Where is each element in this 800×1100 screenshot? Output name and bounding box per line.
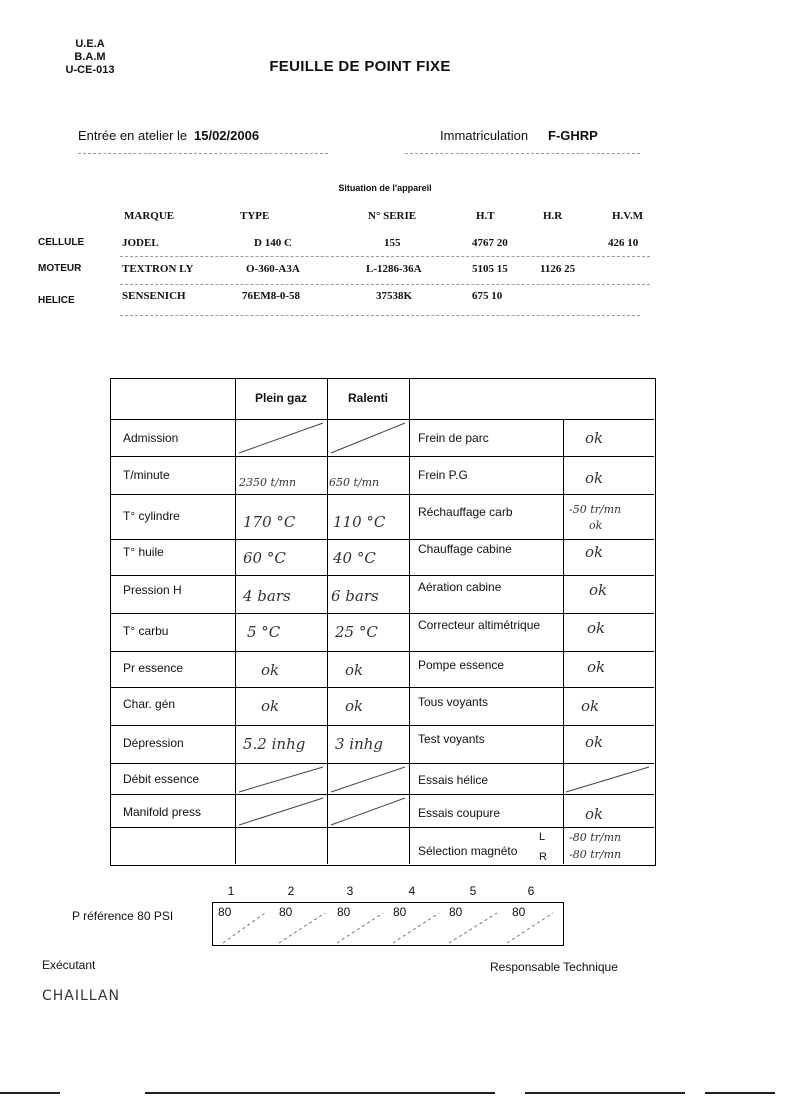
moteur-type: O-360-A3A [246, 263, 300, 275]
debit-plein-stroke [239, 767, 323, 792]
plein-t-carbu: 5 °C [247, 623, 281, 641]
executant-signature: CHAILLAN [42, 988, 120, 1004]
cellule-marque: JODEL [122, 237, 159, 249]
plein-char-gen: ok [261, 697, 280, 715]
magneto-side-l: L [539, 831, 546, 843]
essais-helice-stroke [566, 767, 649, 792]
moteur-serie: L-1286-36A [366, 263, 422, 275]
helice-type: 76EM8-0-58 [242, 290, 301, 302]
cellule-hvm: 426 10 [608, 237, 639, 249]
responsable-label: Responsable Technique [490, 960, 618, 974]
ralenti-t-huile: 40 °C [333, 549, 376, 567]
cylinder-number-2: 2 [287, 884, 295, 898]
label-pression-h: Pression H [123, 583, 182, 597]
bottom-rule-3 [525, 1092, 685, 1094]
label-essais-coupure: Essais coupure [418, 806, 501, 820]
plein-pr-essence: ok [261, 661, 280, 679]
registration-value: F-GHRP [548, 128, 598, 143]
label-depression: Dépression [123, 736, 184, 750]
org-line-3: U-CE-013 [65, 64, 115, 76]
label-pompe-essence: Pompe essence [418, 658, 505, 672]
row-label-helice: HELICE [38, 295, 75, 306]
cellule-divider [120, 256, 650, 257]
value-frein-de-parc: ok [585, 429, 604, 447]
row-label-cellule: CELLULE [38, 237, 85, 248]
label-t-huile: T° huile [123, 545, 164, 559]
entry-date-label: Entrée en atelier le [78, 128, 188, 143]
bottom-rule-2 [145, 1092, 495, 1094]
col-plein-gaz: Plein gaz [254, 391, 307, 405]
helice-ht: 675 10 [472, 290, 503, 302]
ralenti-char-gen: ok [345, 697, 364, 715]
executant-label: Exécutant [42, 958, 96, 972]
bottom-rule-1 [0, 1092, 60, 1094]
entry-divider [78, 153, 328, 154]
plein-t-cylindre: 170 °C [243, 513, 296, 531]
plein-depression: 5.2 inhg [243, 735, 306, 753]
situation-title: Situation de l'appareil [338, 183, 432, 193]
plein-pression-h: 4 bars [243, 587, 291, 605]
value-chauffage-cabine: ok [585, 543, 604, 561]
entry-date-value: 15/02/2006 [194, 128, 260, 143]
manifold-plein-stroke [239, 798, 323, 825]
value-rechauffage-carb: -50 tr/mn [569, 503, 622, 516]
cylinder-number-6: 6 [527, 884, 535, 898]
cylinder-number-5: 5 [469, 884, 477, 898]
value-test-voyants: ok [585, 733, 604, 751]
psi-value-3: 80 [337, 905, 351, 919]
ralenti-pr-essence: ok [345, 661, 364, 679]
ralenti-pression-h: 6 bars [331, 587, 379, 605]
moteur-hr: 1126 25 [540, 263, 576, 275]
label-aeration-cabine: Aération cabine [418, 580, 502, 594]
col-header-ht: H.T [476, 210, 495, 222]
label-essais-helice: Essais hélice [418, 773, 489, 787]
psi-value-1: 80 [218, 905, 232, 919]
row-label-moteur: MOTEUR [38, 263, 82, 274]
psi-reference-label: P référence 80 PSI [72, 909, 174, 923]
value-essais-coupure: ok [585, 805, 604, 823]
empty-cell-strokes [111, 379, 657, 867]
col-header-hr: H.R [543, 210, 563, 222]
label-t-carbu: T° carbu [123, 624, 169, 638]
value-aeration-cabine: ok [589, 581, 608, 599]
ralenti-t-minute: 650 t/mn [329, 476, 380, 489]
label-chauffage-cabine: Chauffage cabine [418, 542, 512, 556]
cylinder-number-1: 1 [227, 884, 235, 898]
label-frein-de-parc: Frein de parc [418, 431, 489, 445]
cellule-serie: 155 [384, 237, 401, 249]
helice-marque: SENSENICH [122, 290, 186, 302]
label-t-cylindre: T° cylindre [123, 509, 180, 523]
org-line-2: B.A.M [74, 51, 106, 63]
label-correcteur-altimetrique: Correcteur altimétrique [418, 618, 541, 632]
registration-divider [405, 153, 640, 154]
value-pompe-essence: ok [587, 658, 606, 676]
ralenti-depression: 3 inhg [335, 735, 384, 753]
col-ralenti: Ralenti [347, 391, 388, 405]
value-magneto-r: -80 tr/mn [569, 848, 622, 861]
plein-t-huile: 60 °C [243, 549, 286, 567]
value-rechauffage-carb-ok: ok [589, 519, 603, 532]
bottom-rule-4 [705, 1092, 775, 1094]
magneto-side-r: R [539, 851, 547, 863]
col-header-hvm: H.V.M [612, 210, 643, 222]
cylinder-number-3: 3 [346, 884, 354, 898]
label-frein-pg: Frein P.G [418, 468, 468, 482]
page-title: FEUILLE DE POINT FIXE [269, 58, 451, 75]
cellule-ht: 4767 20 [472, 237, 508, 249]
moteur-marque: TEXTRON LY [122, 263, 194, 275]
label-char-gen: Char. gén [123, 697, 176, 711]
cellule-type: D 140 C [254, 237, 292, 249]
registration-label: Immatriculation [440, 128, 529, 143]
test-grid [110, 378, 656, 866]
psi-value-6: 80 [512, 905, 526, 919]
moteur-divider [120, 284, 650, 285]
manifold-ralenti-stroke [331, 798, 405, 825]
col-header-serie: N° SERIE [368, 210, 417, 222]
label-rechauffage-carb: Réchauffage carb [418, 505, 513, 519]
label-pr-essence: Pr essence [123, 661, 184, 675]
moteur-ht: 5105 15 [472, 263, 508, 275]
label-t-minute: T/minute [123, 468, 170, 482]
cylinder-number-4: 4 [408, 884, 416, 898]
psi-value-5: 80 [449, 905, 463, 919]
org-line-1: U.E.A [75, 38, 105, 50]
label-manifold-press: Manifold press [123, 805, 202, 819]
label-tous-voyants: Tous voyants [418, 695, 489, 709]
psi-value-2: 80 [279, 905, 293, 919]
helice-serie: 37538K [376, 290, 413, 302]
label-debit-essence: Débit essence [123, 772, 200, 786]
value-frein-pg: ok [585, 469, 604, 487]
admission-ralenti-stroke [331, 423, 405, 453]
label-selection-magneto: Sélection magnéto [418, 844, 518, 858]
plein-t-minute: 2350 t/mn [239, 476, 297, 489]
ralenti-t-cylindre: 110 °C [333, 513, 386, 531]
admission-plein-stroke [239, 423, 323, 453]
value-correcteur-altimetrique: ok [587, 619, 606, 637]
debit-ralenti-stroke [331, 767, 405, 792]
psi-value-4: 80 [393, 905, 407, 919]
label-admission: Admission [123, 431, 179, 445]
ralenti-t-carbu: 25 °C [335, 623, 378, 641]
value-tous-voyants: ok [581, 697, 600, 715]
helice-divider [120, 315, 640, 316]
col-header-marque: MARQUE [124, 210, 175, 222]
organization-codes [50, 38, 130, 77]
col-header-type: TYPE [240, 210, 270, 222]
value-magneto-l: -80 tr/mn [569, 831, 622, 844]
label-test-voyants: Test voyants [418, 732, 485, 746]
